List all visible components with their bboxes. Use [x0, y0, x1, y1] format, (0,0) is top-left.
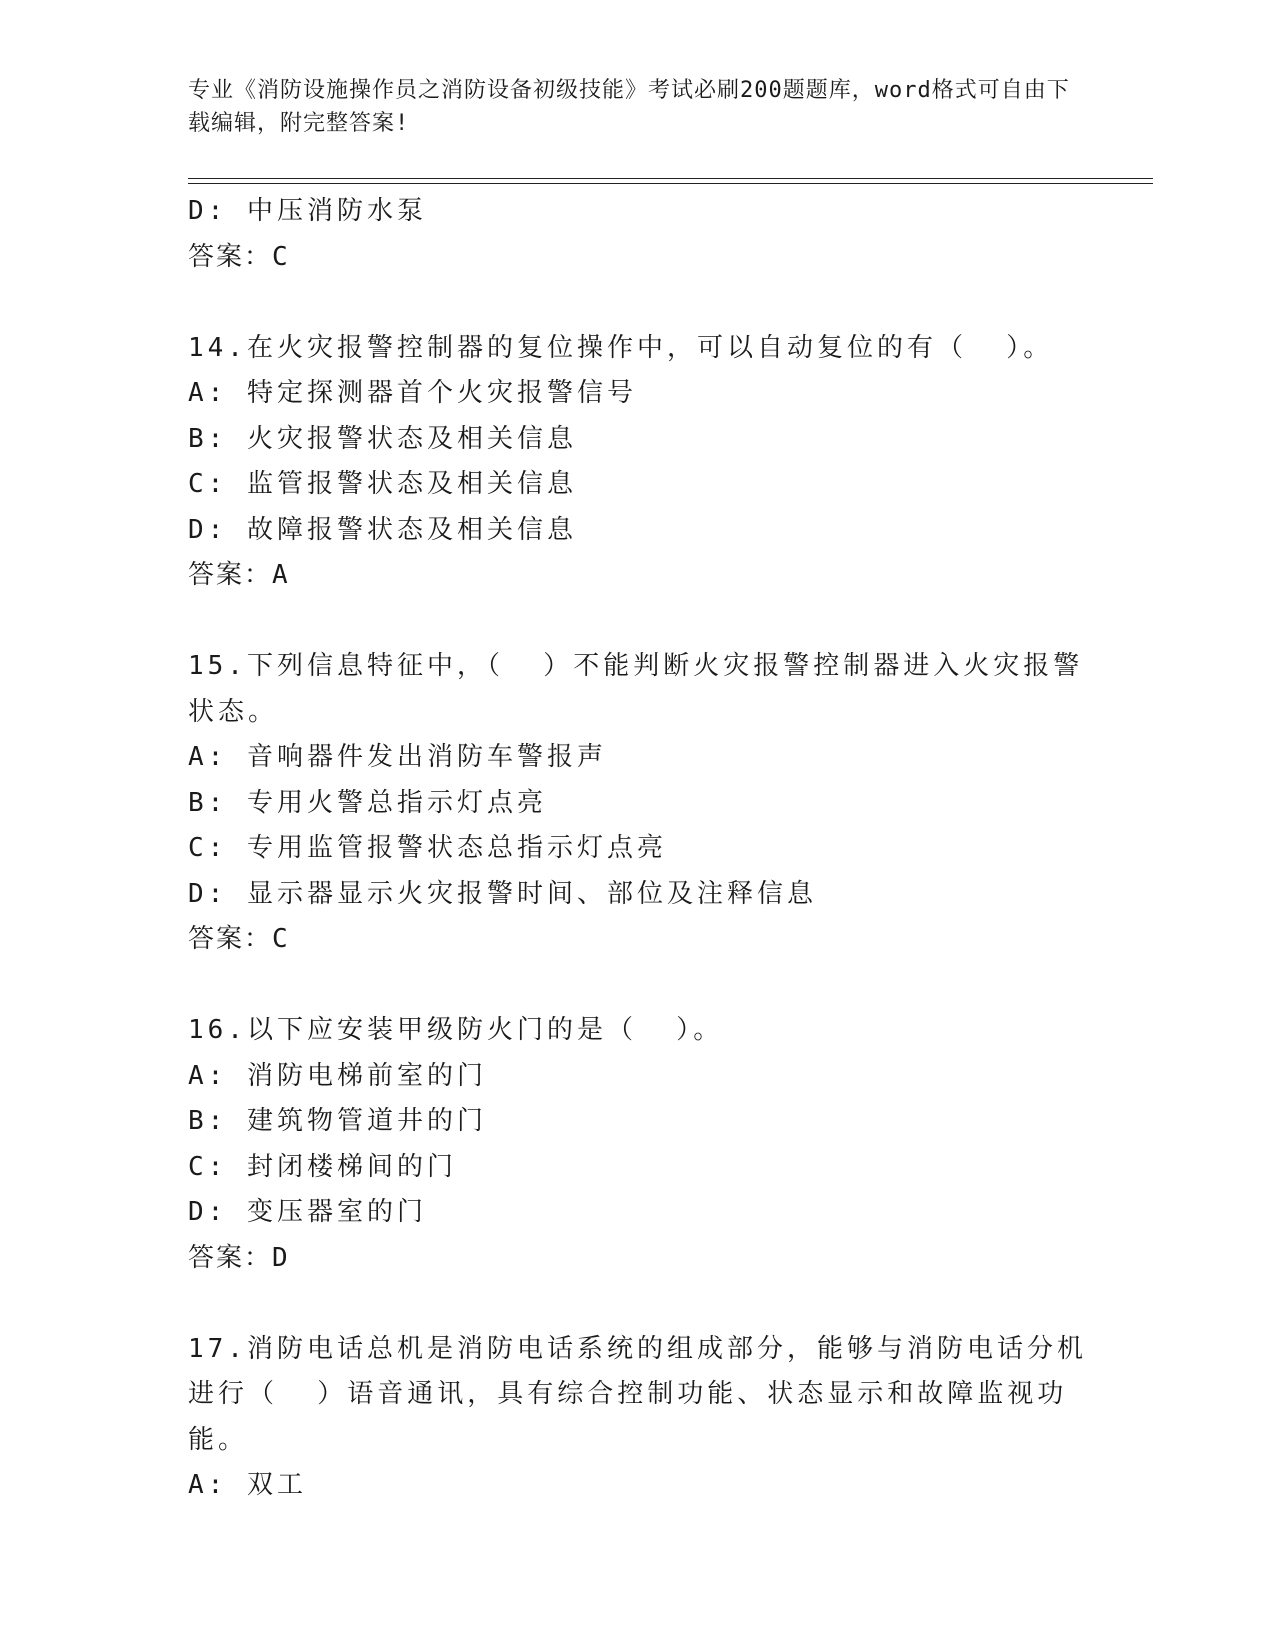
header-rule-bottom [188, 183, 1153, 184]
question-14-answer: 答案：A [188, 560, 290, 590]
question-16-option-c: C: 封闭楼梯间的门 [188, 1151, 457, 1182]
spacer [188, 599, 1088, 645]
question-16-option-a: A: 消防电梯前室的门 [188, 1060, 487, 1091]
question-content [188, 189, 1088, 1509]
question-16-stem: 16.以下应安装甲级防火门的是（ ）。 [188, 1015, 724, 1045]
question-17-stem: 17.消防电话总机是消防电话系统的组成部分，能够与消防电话分机进行（ ）语音通讯，具有综合控制功能、状态显示和故障监视功能。 [188, 1333, 1087, 1455]
question-14-option-a: A: 特定探测器首个火灾报警信号 [188, 378, 637, 408]
spacer [188, 280, 1088, 326]
prev-question-answer: 答案：C [188, 241, 290, 272]
question-16-option-d: D: 变压器室的门 [188, 1197, 427, 1227]
question-16-option-b: B: 建筑物管道井的门 [188, 1106, 487, 1136]
spacer [188, 1281, 1088, 1327]
question-15-answer: 答案：C [188, 924, 290, 954]
question-15-option-a: A: 音响器件发出消防车警报声 [188, 742, 607, 772]
question-15-option-b: B: 专用火警总指示灯点亮 [188, 787, 547, 818]
page-header: 专业《消防设施操作员之消防设备初级技能》考试必刷200题题库，word格式可自由下载编辑，附完整答案! [188, 78, 1070, 136]
question-14-stem: 14.在火灾报警控制器的复位操作中，可以自动复位的有（ ）。 [188, 332, 1054, 363]
question-14-option-d: D: 故障报警状态及相关信息 [188, 514, 577, 545]
prev-question-option-d: D: 中压消防水泵 [188, 196, 427, 226]
question-16-answer: 答案：D [188, 1242, 290, 1273]
question-15-stem: 15.下列信息特征中，（ ）不能判断火灾报警控制器进入火灾报警状态。 [188, 651, 1084, 727]
header-rule-top [188, 178, 1153, 179]
spacer [188, 963, 1088, 1009]
question-14-option-c: C: 监管报警状态及相关信息 [188, 469, 577, 499]
question-14-option-b: B: 火灾报警状态及相关信息 [188, 423, 577, 454]
question-15-option-c: C: 专用监管报警状态总指示灯点亮 [188, 833, 667, 863]
question-17-option-a: A: 双工 [188, 1470, 307, 1500]
question-15-option-d: D: 显示器显示火灾报警时间、部位及注释信息 [188, 878, 817, 909]
